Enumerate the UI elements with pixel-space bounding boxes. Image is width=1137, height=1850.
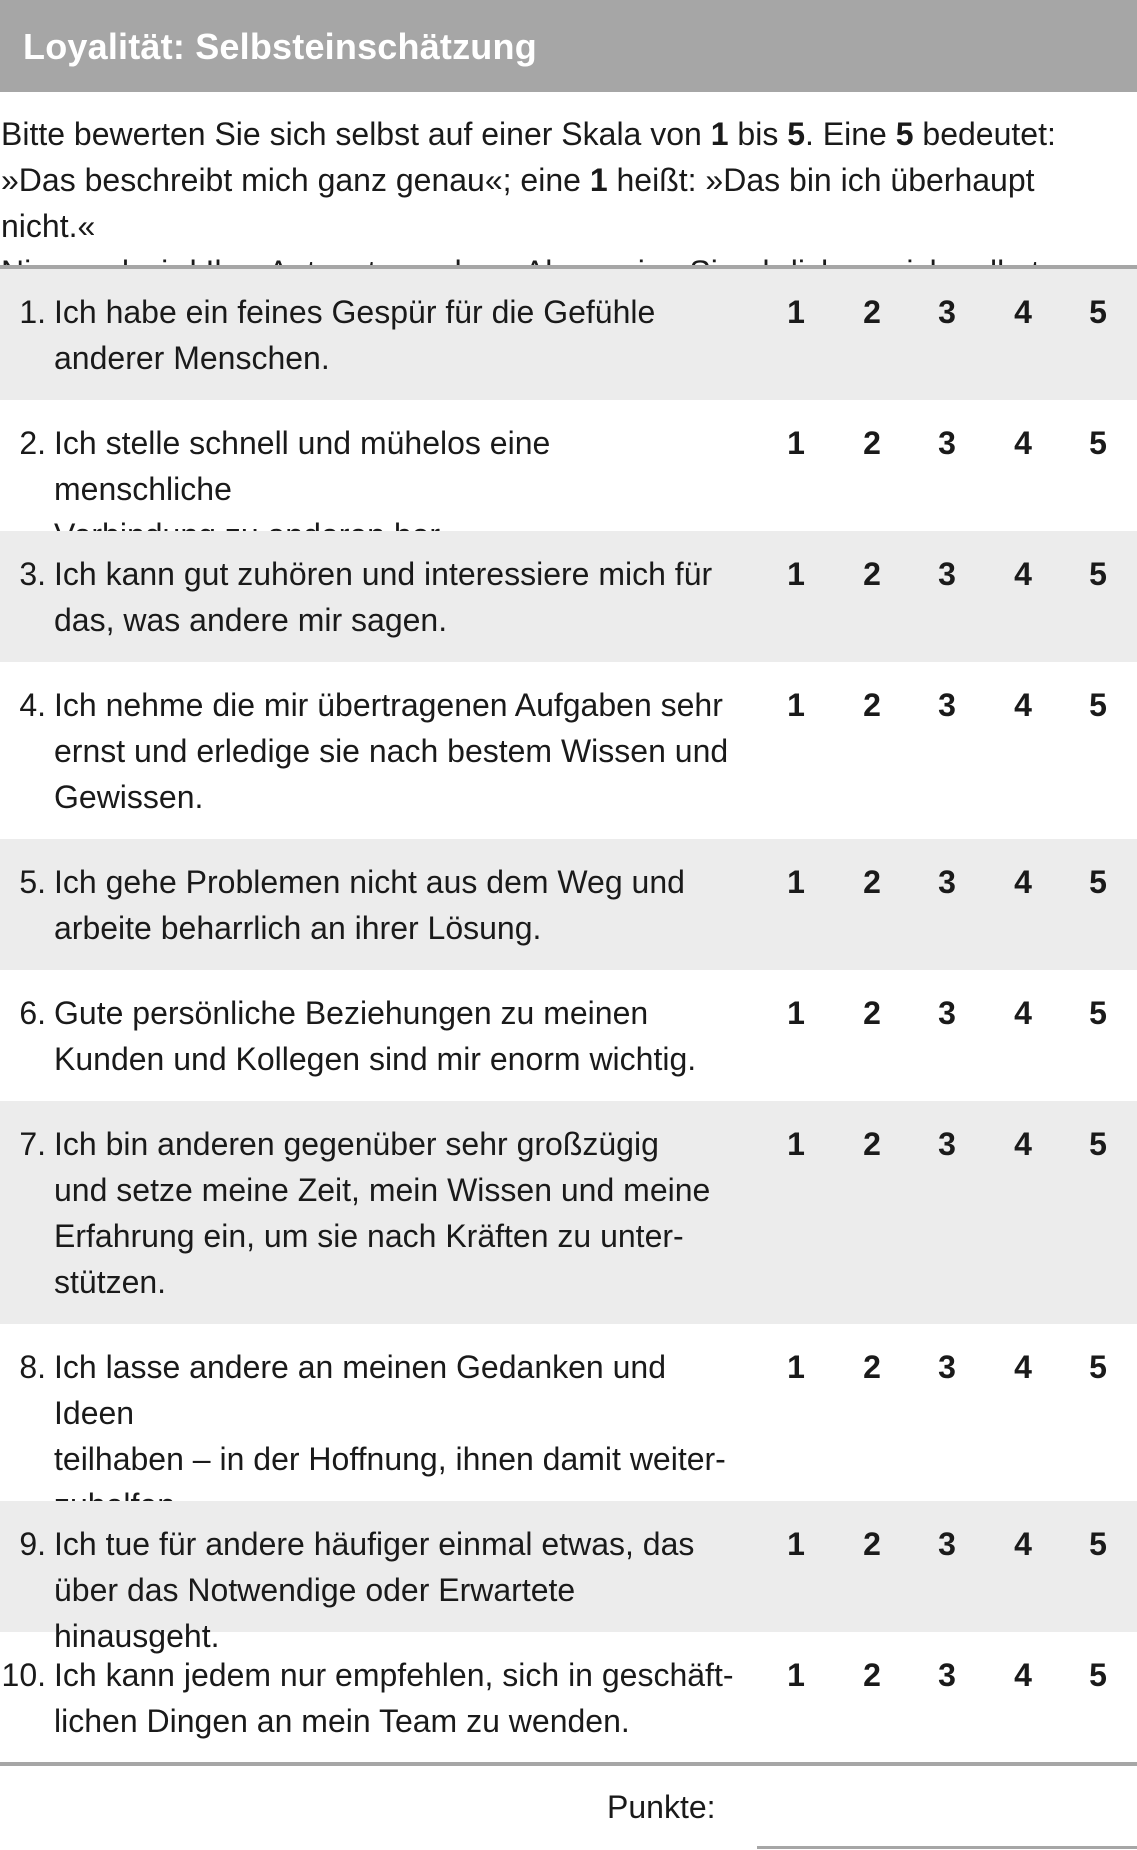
question-number: 9. — [19, 1526, 46, 1562]
question-list — [0, 269, 1137, 1763]
rating-option-3[interactable]: 3 — [938, 556, 956, 592]
points-entry-line[interactable] — [757, 1846, 1137, 1849]
question-text-line: Ich lasse andere an meinen Gedanken und Ideen — [54, 1349, 666, 1431]
rating-option-1[interactable]: 1 — [787, 1126, 805, 1162]
rating-option-2[interactable]: 2 — [863, 1126, 881, 1162]
rating-option-1[interactable]: 1 — [787, 1657, 805, 1693]
question-row-2 — [0, 400, 1137, 531]
rating-option-1[interactable]: 1 — [787, 556, 805, 592]
question-text-line: über das Notwendige oder Erwartete hinausgeht. — [54, 1572, 576, 1654]
rating-option-5[interactable]: 5 — [1089, 1126, 1107, 1162]
rating-option-5[interactable]: 5 — [1089, 687, 1107, 723]
rating-option-1[interactable]: 1 — [787, 1349, 805, 1385]
question-row-5 — [0, 839, 1137, 970]
rating-scale — [0, 1344, 1137, 1390]
question-number: 6. — [19, 995, 46, 1031]
rating-option-5[interactable]: 5 — [1089, 1349, 1107, 1385]
question-text-line: Gute persönliche Beziehungen zu meinen — [54, 995, 649, 1031]
question-text-line: teilhaben – in der Hoffnung, ihnen damit weiter- — [54, 1441, 726, 1477]
question-number: 1. — [19, 294, 46, 330]
question-number: 2. — [19, 425, 46, 461]
rating-option-5[interactable]: 5 — [1089, 995, 1107, 1031]
question-text-line: Ich nehme die mir übertragenen Aufgaben sehr — [54, 687, 723, 723]
question-number: 5. — [19, 864, 46, 900]
question-number: 3. — [19, 556, 46, 592]
rating-option-5[interactable]: 5 — [1089, 1657, 1107, 1693]
rating-option-4[interactable]: 4 — [1014, 1526, 1032, 1562]
question-text-line: Ich gehe Problemen nicht aus dem Weg und — [54, 864, 685, 900]
question-text-line: Gewissen. — [54, 779, 204, 815]
question-row-8 — [0, 1324, 1137, 1501]
rating-scale — [0, 1521, 1137, 1567]
question-number: 10. — [1, 1657, 46, 1693]
question-row-1 — [0, 269, 1137, 400]
question-text-line: Ich kann gut zuhören und interessiere mich für — [54, 556, 713, 592]
rating-option-3[interactable]: 3 — [938, 1526, 956, 1562]
rating-option-2[interactable]: 2 — [863, 687, 881, 723]
question-text-line: anderer Menschen. — [54, 340, 330, 376]
rating-option-2[interactable]: 2 — [863, 1349, 881, 1385]
rating-option-4[interactable]: 4 — [1014, 687, 1032, 723]
question-text-line: stützen. — [54, 1264, 167, 1300]
rating-scale — [0, 289, 1137, 335]
rating-option-4[interactable]: 4 — [1014, 1126, 1032, 1162]
rating-option-2[interactable]: 2 — [863, 425, 881, 461]
rating-option-2[interactable]: 2 — [863, 1526, 881, 1562]
rating-option-3[interactable]: 3 — [938, 687, 956, 723]
rating-option-1[interactable]: 1 — [787, 864, 805, 900]
rating-option-4[interactable]: 4 — [1014, 294, 1032, 330]
rating-option-2[interactable]: 2 — [863, 1657, 881, 1693]
header-bar — [0, 0, 1137, 94]
rating-option-5[interactable]: 5 — [1089, 556, 1107, 592]
rating-option-3[interactable]: 3 — [938, 1657, 956, 1693]
rating-scale — [0, 1652, 1137, 1698]
question-text-line: lichen Dingen an mein Team zu wenden. — [54, 1703, 630, 1739]
question-row-7 — [0, 1101, 1137, 1324]
question-row-3 — [0, 531, 1137, 662]
rating-option-4[interactable]: 4 — [1014, 995, 1032, 1031]
question-text-line: Ich stelle schnell und mühelos eine menschliche — [54, 425, 551, 507]
rating-option-2[interactable]: 2 — [863, 995, 881, 1031]
question-text-line: arbeite beharrlich an ihrer Lösung. — [54, 910, 542, 946]
instructions-line-1: Bitte bewerten Sie sich selbst auf einer Skala von 1 bis 5. Eine 5 bedeutet: — [1, 116, 1056, 152]
rating-option-4[interactable]: 4 — [1014, 1349, 1032, 1385]
rating-option-1[interactable]: 1 — [787, 1526, 805, 1562]
question-row-9 — [0, 1501, 1137, 1654]
question-text-line: Ich kann jedem nur empfehlen, sich in geschäft- — [54, 1657, 734, 1693]
question-number: 7. — [19, 1126, 46, 1162]
question-row-10 — [0, 1632, 1137, 1763]
instructions-line-2: »Das beschreibt mich ganz genau«; eine 1 heißt: »Das bin ich überhaupt nicht.« — [1, 162, 1035, 244]
question-text-line: Ich bin anderen gegenüber sehr großzügig — [54, 1126, 659, 1162]
rating-option-4[interactable]: 4 — [1014, 1657, 1032, 1693]
rating-option-3[interactable]: 3 — [938, 995, 956, 1031]
rating-option-4[interactable]: 4 — [1014, 425, 1032, 461]
page-title: Loyalität: Selbsteinschätzung — [23, 26, 537, 67]
question-text-line: und setze meine Zeit, mein Wissen und meine — [54, 1172, 711, 1208]
rating-option-1[interactable]: 1 — [787, 687, 805, 723]
rating-scale — [0, 1121, 1137, 1167]
rating-scale — [0, 551, 1137, 597]
rating-option-2[interactable]: 2 — [863, 556, 881, 592]
rating-option-3[interactable]: 3 — [938, 1126, 956, 1162]
question-text-line: ernst und erledige sie nach bestem Wissen und — [54, 733, 729, 769]
rating-option-3[interactable]: 3 — [938, 1349, 956, 1385]
question-text-line: Ich habe ein feines Gespür für die Gefühle — [54, 294, 656, 330]
rating-option-1[interactable]: 1 — [787, 294, 805, 330]
question-number: 8. — [19, 1349, 46, 1385]
question-row-4 — [0, 662, 1137, 839]
question-text-line: Erfahrung ein, um sie nach Kräften zu unter- — [54, 1218, 684, 1254]
bottom-divider — [0, 1762, 1137, 1766]
rating-option-2[interactable]: 2 — [863, 294, 881, 330]
rating-option-1[interactable]: 1 — [787, 995, 805, 1031]
rating-scale — [0, 859, 1137, 905]
rating-scale — [0, 682, 1137, 728]
question-number: 4. — [19, 687, 46, 723]
rating-option-5[interactable]: 5 — [1089, 294, 1107, 330]
rating-option-3[interactable]: 3 — [938, 425, 956, 461]
question-text-line: Ich tue für andere häufiger einmal etwas, das — [54, 1526, 695, 1562]
rating-scale — [0, 420, 1137, 466]
rating-option-3[interactable]: 3 — [938, 294, 956, 330]
points-label: Punkte: — [607, 1789, 716, 1825]
question-text-line: Kunden und Kollegen sind mir enorm wichtig. — [54, 1041, 697, 1077]
rating-option-5[interactable]: 5 — [1089, 1526, 1107, 1562]
rating-scale — [0, 990, 1137, 1036]
question-text-line: das, was andere mir sagen. — [54, 602, 448, 638]
rating-option-3[interactable]: 3 — [938, 864, 956, 900]
rating-option-5[interactable]: 5 — [1089, 425, 1107, 461]
rating-option-4[interactable]: 4 — [1014, 864, 1032, 900]
rating-option-4[interactable]: 4 — [1014, 556, 1032, 592]
rating-option-2[interactable]: 2 — [863, 864, 881, 900]
question-row-6 — [0, 970, 1137, 1101]
rating-option-5[interactable]: 5 — [1089, 864, 1107, 900]
rating-option-1[interactable]: 1 — [787, 425, 805, 461]
